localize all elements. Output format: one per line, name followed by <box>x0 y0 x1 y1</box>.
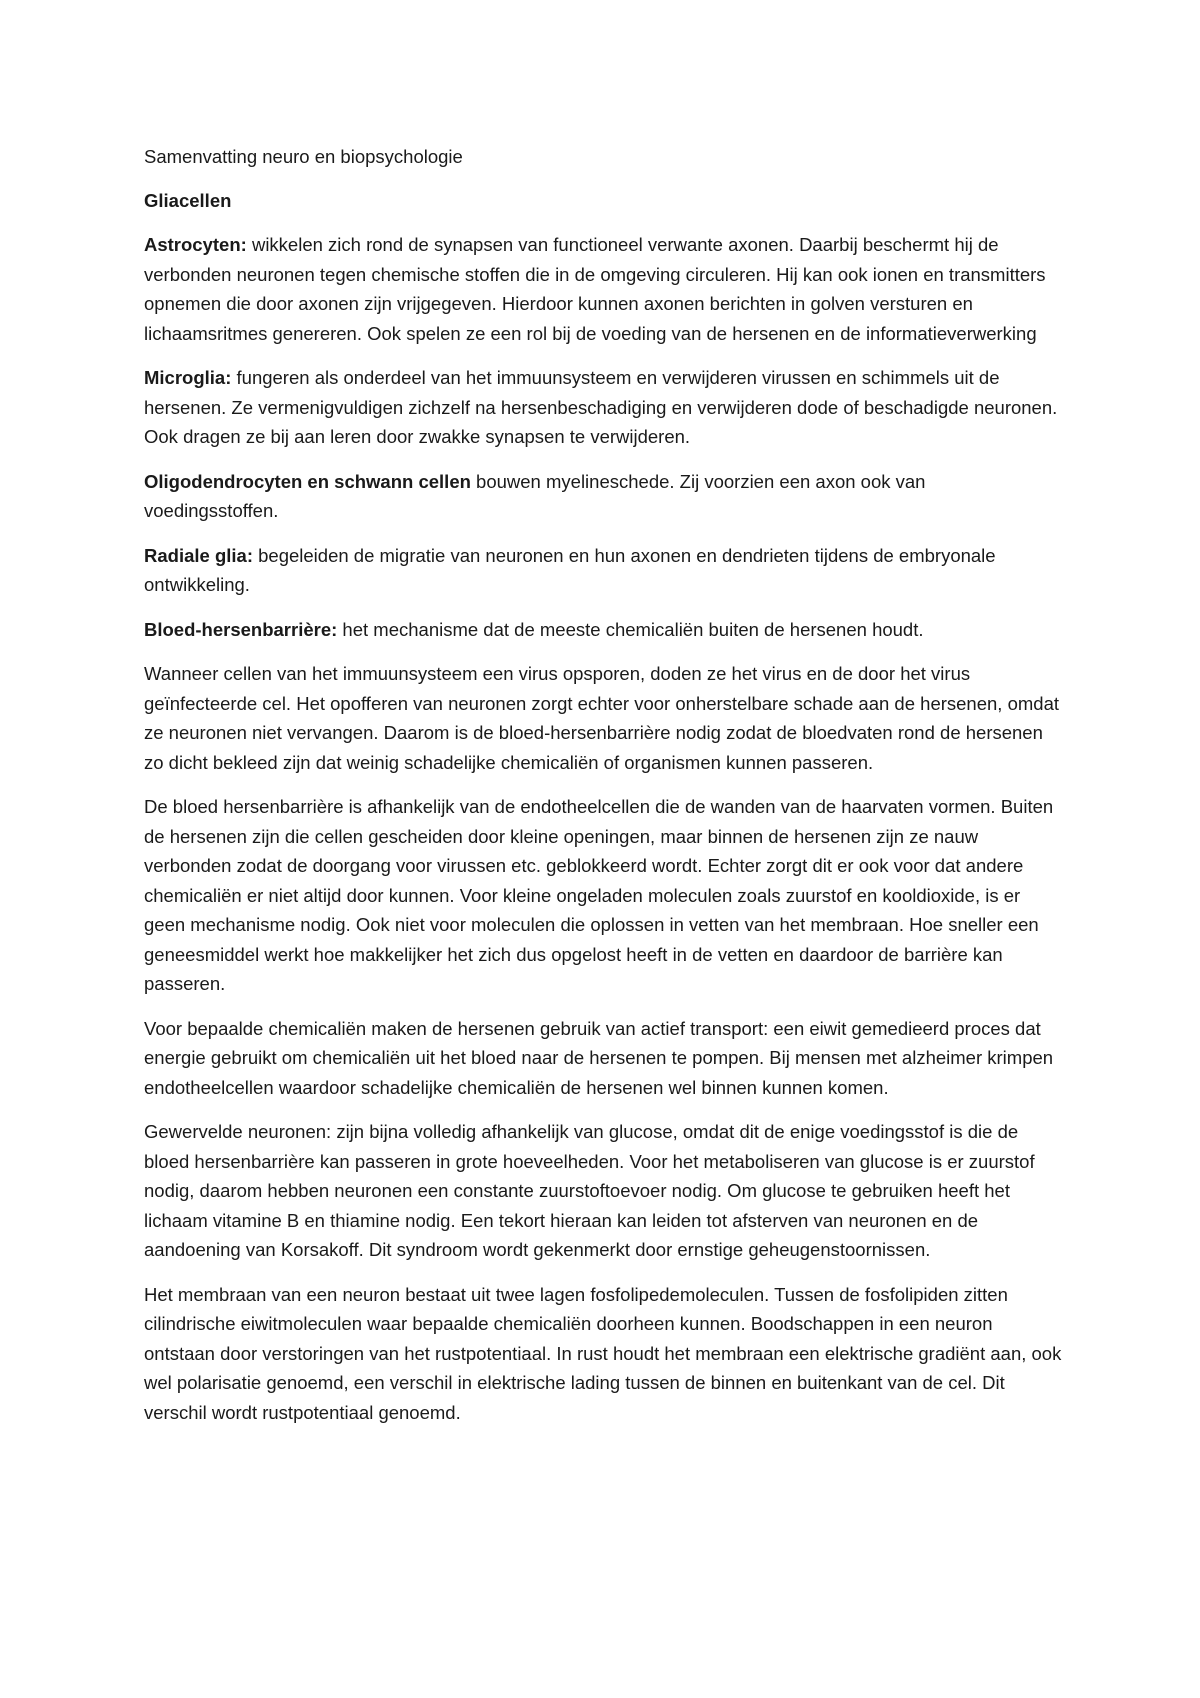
term-oligodendrocyten: Oligodendrocyten en schwann cellen <box>144 470 471 492</box>
paragraph-actief-transport: Voor bepaalde chemicaliën maken de hersenen gebruik van actief transport: een eiwit gemedieerd proces dat energie gebruikt om chemicaliën uit het bloed naar de hersenen te pompen. Bij mensen met alzheimer krimpen endotheelcellen waardoor schadelijke chemicaliën de hersenen wel binnen kunnen komen. <box>144 1017 1054 1098</box>
term-microglia: Microglia: <box>144 367 232 388</box>
term-astrocyten: Astrocyten: <box>144 234 247 255</box>
paragraph-oligodendrocyten <box>144 467 1064 526</box>
paragraph-endotheelcellen: De bloed hersenbarrière is afhankelijk van de endotheelcellen die de wanden van de haarvaten vormen. Buiten de hersenen zijn die cellen gescheiden door kleine openingen, maar binnen de hersenen zijn ze nauw verbonden zodat de doorgang voor virussen etc. geblokkeerd wordt. Echter zorgt dit er ook voor dat andere chemicaliën er niet altijd door kunnen. Voor kleine ongeladen moleculen zoals zuurstof en kooldioxide, is er geen mechanisme nodig. Ook niet voor moleculen die oplossen in vetten van het membraan. Hoe sneller een geneesmiddel werkt hoe makkelijker het zich dus opgelost heeft in de vetten en daardoor de barrière kan passeren. <box>144 796 1054 994</box>
term-bloed-hersenbarriere: Bloed-hersenbarrière: <box>144 618 338 640</box>
document-page <box>144 142 1064 1442</box>
paragraph-bloed-hersenbarriere <box>144 615 1064 645</box>
paragraph-text: wikkelen zich rond de synapsen van functioneel verwante axonen. Daarbij beschermt hij de verbonden neuronen tegen chemische stoffen die in de omgeving circuleren. Hij kan ook ionen en transmitters opnemen die door axonen zijn vrijgegeven. Hierdoor kunnen axonen berichten in golven versturen en lichaamsritmes genereren. Ook spelen ze een rol bij de voeding van de hersenen en de informatieverwerking <box>144 234 1046 344</box>
paragraph-text: het mechanisme dat de meeste chemicaliën buiten de hersenen houdt. <box>337 618 924 640</box>
paragraph-membraan: Het membraan van een neuron bestaat uit twee lagen fosfolipedemoleculen. Tussen de fosfolipiden zitten cilindrische eiwitmoleculen waar bepaalde chemicaliën doorheen kunnen. Boodschappen in een neuron ontstaan door verstoringen van het rustpotentiaal. In rust houdt het membraan een elektrische gradiënt aan, ook wel polarisatie genoemd, een verschil in elektrische lading tussen de binnen en buitenkant van de cel. Dit verschil wordt rustpotentiaal genoemd. <box>144 1283 1062 1423</box>
paragraph-text: fungeren als onderdeel van het immuunsysteem en verwijderen virussen en schimmels uit de hersenen. Ze vermenigvuldigen zichzelf na hersenbeschadiging en verwijderen dode of beschadigde neuronen. Ook dragen ze bij aan leren door zwakke synapsen te verwijderen. <box>144 367 1058 447</box>
paragraph-text: begeleiden de migratie van neuronen en hun axonen en dendrieten tijdens de embryonale ontwikkeling. <box>144 544 996 595</box>
paragraph-microglia <box>144 363 1064 452</box>
section-heading-gliacellen: Gliacellen <box>144 189 232 211</box>
paragraph-astrocyten <box>144 230 1064 348</box>
document-title: Samenvatting neuro en biopsychologie <box>144 146 463 167</box>
paragraph-radiale-glia <box>144 541 1064 600</box>
term-radiale-glia: Radiale glia: <box>144 544 253 566</box>
paragraph-gewervelde-neuronen: Gewervelde neuronen: zijn bijna volledig afhankelijk van glucose, omdat dit de enige voedingsstof is die de bloed hersenbarrière kan passeren in grote hoeveelheden. Voor het metaboliseren van glucose is er zuurstof nodig, daarom hebben neuronen een constante zuurstoftoevoer nodig. Om glucose te gebruiken heeft het lichaam vitamine B en thiamine nodig. Een tekort hieraan kan leiden tot afsterven van neuronen en de aandoening van Korsakoff. Dit syndroom wordt gekenmerkt door ernstige geheugenstoornissen. <box>144 1121 1035 1260</box>
paragraph-immuunsysteem: Wanneer cellen van het immuunsysteem een virus opsporen, doden ze het virus en de door het virus geïnfecteerde cel. Het opofferen van neuronen zorgt echter voor onherstelbare schade aan de hersenen, omdat ze neuronen niet vervangen. Daarom is de bloed-hersenbarrière nodig zodat de bloedvaten rond de hersenen zo dicht bekleed zijn dat weinig schadelijke chemicaliën of organismen kunnen passeren. <box>144 663 1059 773</box>
paragraph-text: bouwen myelineschede. Zij voorzien een axon ook van voedingsstoffen. <box>144 470 926 521</box>
